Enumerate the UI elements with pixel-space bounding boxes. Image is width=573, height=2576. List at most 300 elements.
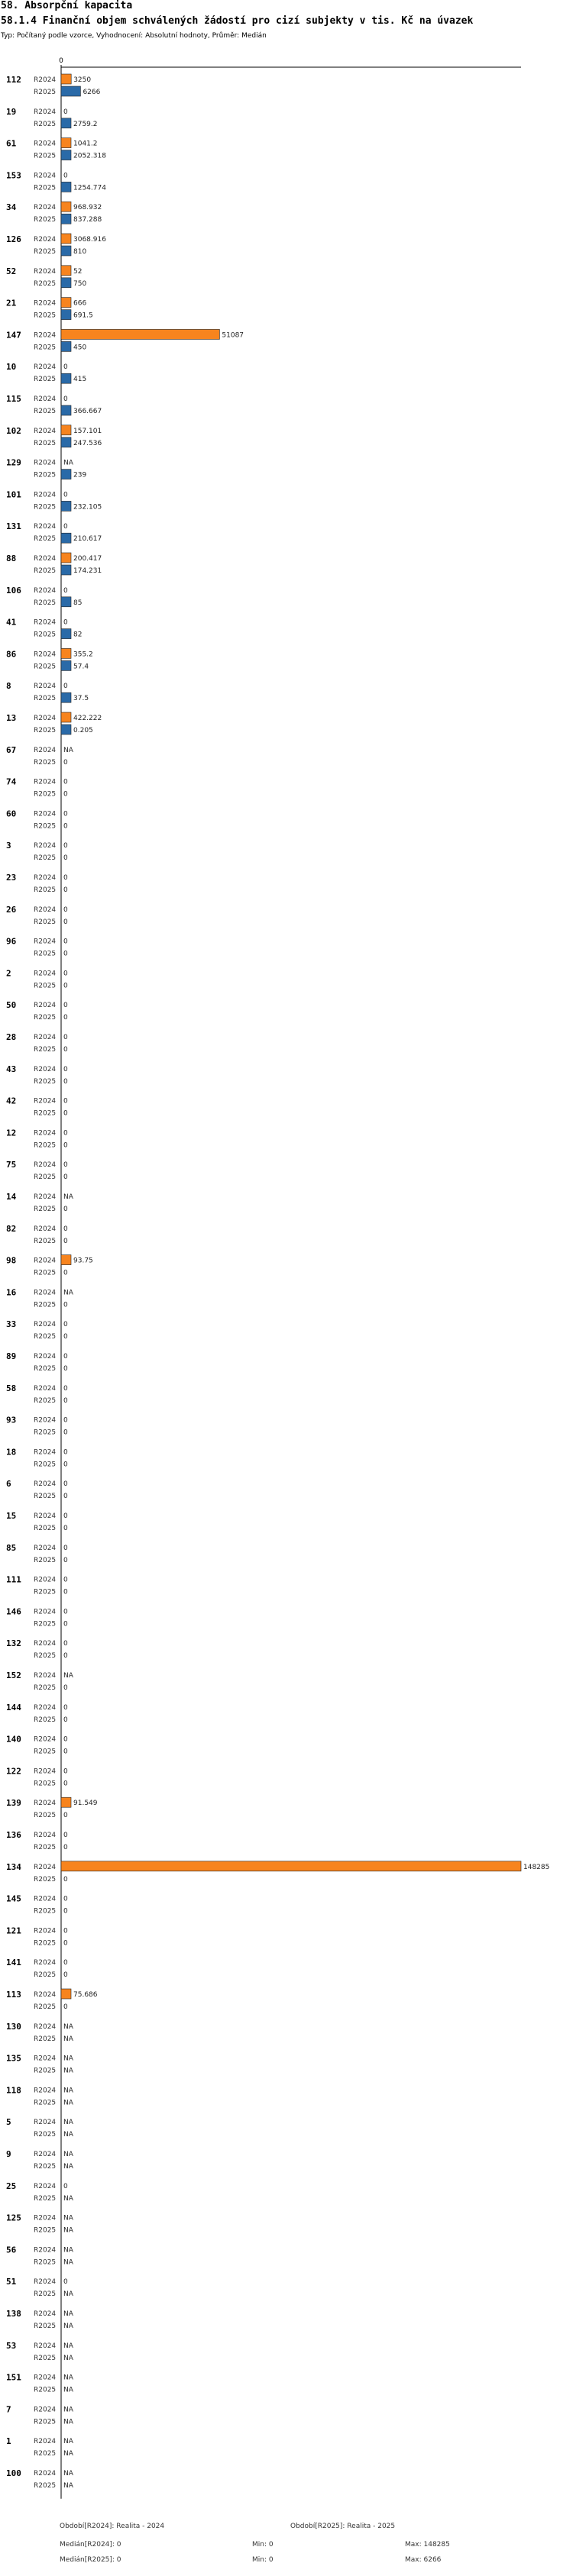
data-label: NA <box>63 2067 73 2075</box>
series-row-label: R2024 <box>34 683 57 691</box>
series-row-label: R2024 <box>34 1672 57 1680</box>
group-label: 145 <box>6 1893 21 1904</box>
series-row-label: R2025 <box>34 1237 57 1245</box>
series-row-label: R2025 <box>34 2035 57 2043</box>
series-row-label: R2024 <box>34 1512 57 1520</box>
footer-period-2024: Období[R2024]: Realita - 2024 <box>60 2523 165 2530</box>
data-label: 810 <box>73 248 87 256</box>
data-label: 232.105 <box>73 503 102 512</box>
series-row-label: R2024 <box>34 1927 57 1935</box>
series-row-label: R2025 <box>34 1269 57 1277</box>
group-label: 51 <box>6 2277 17 2287</box>
group-label: 135 <box>6 2053 21 2064</box>
data-label: 666 <box>73 299 87 308</box>
series-row-label: R2025 <box>34 1684 57 1692</box>
series-row-label: R2024 <box>34 2182 57 2190</box>
data-label: 3068.916 <box>73 236 106 244</box>
series-row-label: R2025 <box>34 152 57 160</box>
data-label: NA <box>63 2035 73 2043</box>
series-row-label: R2024 <box>34 1384 57 1393</box>
series-row-label: R2024 <box>34 363 57 372</box>
data-label: NA <box>63 2450 73 2458</box>
data-label: 0 <box>63 586 68 595</box>
data-label: 0 <box>63 1065 68 1073</box>
series-row-label: R2025 <box>34 1077 57 1086</box>
bar-r2024 <box>61 1797 71 1807</box>
data-label: NA <box>63 2406 73 2414</box>
series-row-label: R2025 <box>34 344 57 352</box>
series-row-label: R2024 <box>34 650 57 659</box>
series-row-label: R2024 <box>34 523 57 531</box>
data-label: NA <box>63 746 73 754</box>
data-label: 0 <box>63 1767 68 1776</box>
series-row-label: R2024 <box>34 778 57 786</box>
data-label: 0 <box>63 1428 68 1437</box>
bar-r2025 <box>61 150 71 160</box>
data-label: 0 <box>63 1640 68 1648</box>
group-label: 96 <box>6 936 17 947</box>
bar-r2024 <box>61 202 71 211</box>
group-label: 98 <box>6 1255 17 1266</box>
series-row-label: R2024 <box>34 1703 57 1712</box>
series-row-label: R2024 <box>34 76 57 84</box>
series-row-label: R2024 <box>34 395 57 403</box>
footer-median-2024: Medián[R2024]: 0 <box>60 2541 121 2549</box>
data-label: 0 <box>63 108 68 116</box>
data-label: 0 <box>63 1461 68 1469</box>
bar-r2025 <box>61 692 71 702</box>
series-row-label: R2024 <box>34 842 57 851</box>
bar-r2024 <box>61 1989 71 1999</box>
bar-r2024 <box>61 74 71 84</box>
group-label: 151 <box>6 2372 21 2383</box>
data-label: 0 <box>63 1652 68 1661</box>
group-label: 146 <box>6 1606 21 1617</box>
data-label: 0 <box>63 1129 68 1138</box>
data-label: 0 <box>63 1812 68 1820</box>
series-row-label: R2024 <box>34 427 57 435</box>
series-row-label: R2024 <box>34 1608 57 1616</box>
series-row-label: R2024 <box>34 1895 57 1903</box>
series-row-label: R2025 <box>34 2003 57 2011</box>
data-label: 0 <box>63 1620 68 1629</box>
bar-r2025 <box>61 533 71 543</box>
series-row-label: R2025 <box>34 2290 57 2299</box>
bar-r2024 <box>61 553 71 563</box>
data-label: 0 <box>63 1716 68 1724</box>
series-row-label: R2024 <box>34 2310 57 2318</box>
series-row-label: R2025 <box>34 1780 57 1788</box>
data-label: NA <box>63 2151 73 2158</box>
group-label: 153 <box>6 170 21 181</box>
series-row-label: R2024 <box>34 2055 57 2063</box>
bar-r2025 <box>61 341 71 351</box>
group-label: 82 <box>6 1223 17 1234</box>
series-row-label: R2024 <box>34 1065 57 1073</box>
footer-median-2025: Medián[R2025]: 0 <box>60 2556 121 2564</box>
group-label: 18 <box>6 1447 17 1457</box>
group-label: 28 <box>6 1032 17 1042</box>
data-label: NA <box>63 2386 73 2394</box>
series-row-label: R2025 <box>34 854 57 863</box>
series-row-label: R2025 <box>34 918 57 926</box>
group-label: 6 <box>6 1479 11 1490</box>
data-label: 0 <box>63 982 68 990</box>
series-row-label: R2024 <box>34 2342 57 2350</box>
series-row-label: R2024 <box>34 905 57 914</box>
group-label: 139 <box>6 1798 21 1809</box>
series-row-label: R2024 <box>34 586 57 595</box>
data-label: 0 <box>63 790 68 799</box>
data-label: 0 <box>63 618 68 627</box>
series-row-label: R2025 <box>34 1173 57 1182</box>
data-label: 0 <box>63 758 68 767</box>
data-label: 0 <box>63 1588 68 1596</box>
data-label: NA <box>63 2482 73 2490</box>
footer-min-2: Min: 0 <box>252 2556 274 2564</box>
series-row-label: R2025 <box>34 216 57 224</box>
chart-section-title: 58. Absorpční kapacita <box>1 0 133 11</box>
series-row-label: R2025 <box>34 758 57 767</box>
group-label: 132 <box>6 1638 21 1649</box>
group-label: 112 <box>6 75 21 85</box>
series-row-label: R2025 <box>34 2323 57 2330</box>
series-row-label: R2024 <box>34 1640 57 1648</box>
data-label: NA <box>63 2310 73 2318</box>
data-label: NA <box>63 2354 73 2362</box>
group-label: 134 <box>6 1861 21 1872</box>
series-row-label: R2025 <box>34 1556 57 1564</box>
series-row-label: R2024 <box>34 204 57 212</box>
series-row-label: R2025 <box>34 2067 57 2075</box>
data-label: 0 <box>63 1014 68 1022</box>
data-label: 0 <box>63 1034 68 1041</box>
series-row-label: R2024 <box>34 1735 57 1744</box>
group-label: 33 <box>6 1319 17 1330</box>
series-row-label: R2024 <box>34 555 57 563</box>
series-row-label: R2024 <box>34 970 57 978</box>
series-row-label: R2025 <box>34 1493 57 1501</box>
data-label: NA <box>63 2214 73 2223</box>
bar-r2024 <box>61 712 71 722</box>
group-label: 67 <box>6 744 17 755</box>
series-row-label: R2025 <box>34 1939 57 1948</box>
data-label: 968.932 <box>73 204 102 212</box>
data-label: 91.549 <box>73 1800 98 1808</box>
bar-r2024 <box>61 1861 521 1871</box>
group-label: 60 <box>6 809 17 819</box>
x-tick-label: 0 <box>59 57 63 65</box>
data-label: 0 <box>63 1416 68 1425</box>
series-row-label: R2024 <box>34 1002 57 1010</box>
data-label: 0 <box>63 1875 68 1884</box>
bar-r2025 <box>61 214 71 224</box>
data-label: 0 <box>63 1832 68 1839</box>
bar-r2025 <box>61 597 71 607</box>
group-label: 42 <box>6 1096 17 1106</box>
series-row-label: R2024 <box>34 1034 57 1041</box>
group-label: 52 <box>6 266 17 276</box>
series-row-label: R2025 <box>34 279 57 288</box>
series-row-label: R2025 <box>34 439 57 447</box>
data-label: NA <box>63 2087 73 2095</box>
series-row-label: R2024 <box>34 1832 57 1839</box>
group-label: 130 <box>6 2021 21 2032</box>
bar-r2025 <box>61 405 71 415</box>
data-label: 0 <box>63 1002 68 1010</box>
series-row-label: R2025 <box>34 822 57 831</box>
group-label: 53 <box>6 2340 17 2351</box>
bar-r2025 <box>61 660 71 670</box>
group-label: 106 <box>6 585 21 596</box>
group-label: 85 <box>6 1542 17 1553</box>
series-row-label: R2025 <box>34 1620 57 1629</box>
series-row-label: R2025 <box>34 1333 57 1341</box>
data-label: 85 <box>73 599 83 607</box>
group-label: 88 <box>6 554 17 563</box>
series-row-label: R2025 <box>34 1971 57 1980</box>
series-row-label: R2024 <box>34 2119 57 2127</box>
data-label: 0 <box>63 918 68 926</box>
series-row-label: R2025 <box>34 1396 57 1405</box>
data-label: 0 <box>63 683 68 691</box>
group-label: 43 <box>6 1064 17 1074</box>
data-label: 0 <box>63 905 68 914</box>
series-row-label: R2024 <box>34 491 57 499</box>
data-label: 0 <box>63 1077 68 1086</box>
series-row-label: R2024 <box>34 2470 57 2478</box>
series-row-label: R2025 <box>34 248 57 256</box>
series-row-label: R2025 <box>34 2099 57 2107</box>
series-row-label: R2024 <box>34 2438 57 2446</box>
data-label: 0 <box>63 1512 68 1520</box>
data-label: 200.417 <box>73 555 102 563</box>
series-row-label: R2024 <box>34 1959 57 1968</box>
data-label: 0 <box>63 2182 68 2190</box>
data-label: 0 <box>63 1556 68 1564</box>
group-label: 10 <box>6 362 17 373</box>
bar-r2025 <box>61 182 71 192</box>
data-label: 837.288 <box>73 216 102 224</box>
series-row-label: R2025 <box>34 1812 57 1820</box>
data-label: 75.686 <box>73 1991 98 1999</box>
series-row-label: R2025 <box>34 184 57 192</box>
series-row-label: R2025 <box>34 663 57 671</box>
data-label: 0 <box>63 1608 68 1616</box>
data-label: 0 <box>63 1927 68 1935</box>
series-row-label: R2025 <box>34 503 57 512</box>
series-row-label: R2024 <box>34 2278 57 2287</box>
data-label: NA <box>63 2323 73 2330</box>
series-row-label: R2025 <box>34 535 57 544</box>
series-row-label: R2024 <box>34 715 57 722</box>
data-label: 93.75 <box>73 1257 93 1265</box>
data-label: NA <box>63 2342 73 2350</box>
series-row-label: R2025 <box>34 1525 57 1532</box>
chart-subtitle: Typ: Počítaný podle vzorce, Vyhodnocení: Absolutní hodnoty, Průměr: Medián <box>1 32 267 40</box>
series-row-label: R2024 <box>34 172 57 180</box>
bar-r2024 <box>61 138 71 148</box>
series-row-label: R2024 <box>34 1193 57 1201</box>
group-label: 34 <box>6 202 17 213</box>
group-label: 101 <box>6 489 21 500</box>
group-label: 61 <box>6 138 17 149</box>
bar-r2025 <box>61 501 71 511</box>
group-label: 152 <box>6 1671 21 1680</box>
series-row-label: R2025 <box>34 1046 57 1054</box>
bar-r2025 <box>61 373 71 383</box>
series-row-label: R2025 <box>34 2482 57 2490</box>
series-row-label: R2025 <box>34 471 57 479</box>
data-label: 0 <box>63 523 68 531</box>
data-label: 1041.2 <box>73 140 98 148</box>
group-label: 50 <box>6 1000 17 1011</box>
series-row-label: R2025 <box>34 1652 57 1661</box>
series-row-label: R2025 <box>34 599 57 607</box>
data-label: 0 <box>63 1365 68 1373</box>
data-label: 422.222 <box>73 715 102 722</box>
group-label: 75 <box>6 1160 17 1170</box>
data-label: 0 <box>63 1748 68 1756</box>
series-row-label: R2024 <box>34 618 57 627</box>
bar-r2024 <box>61 329 219 339</box>
series-row-label: R2024 <box>34 1576 57 1584</box>
data-label: 0 <box>63 1384 68 1393</box>
data-label: 0 <box>63 1576 68 1584</box>
data-label: 0 <box>63 1161 68 1170</box>
data-label: 0 <box>63 1735 68 1744</box>
group-label: 121 <box>6 1926 21 1936</box>
series-row-label: R2025 <box>34 2258 57 2267</box>
series-row-label: R2024 <box>34 1353 57 1361</box>
data-label: 366.667 <box>73 408 102 415</box>
data-label: 2052.318 <box>73 152 106 160</box>
group-label: 111 <box>6 1574 21 1585</box>
series-row-label: R2025 <box>34 790 57 799</box>
series-row-label: R2025 <box>34 1588 57 1596</box>
series-row-label: R2024 <box>34 2151 57 2158</box>
group-label: 89 <box>6 1351 17 1361</box>
group-label: 58 <box>6 1383 17 1393</box>
data-label: 0 <box>63 950 68 958</box>
group-label: 100 <box>6 2468 21 2478</box>
bar-r2024 <box>61 298 71 308</box>
series-row-label: R2024 <box>34 2022 57 2031</box>
data-label: 0 <box>63 854 68 863</box>
data-label: 174.231 <box>73 567 102 575</box>
footer-min-1: Min: 0 <box>252 2541 274 2549</box>
series-row-label: R2024 <box>34 108 57 116</box>
data-label: 0 <box>63 822 68 831</box>
series-row-label: R2025 <box>34 886 57 894</box>
group-label: 56 <box>6 2245 17 2255</box>
group-label: 19 <box>6 106 17 117</box>
footer-max-1: Max: 148285 <box>405 2541 450 2549</box>
data-label: 0 <box>63 2278 68 2287</box>
data-label: 0 <box>63 1141 68 1150</box>
footer-max-2: Max: 6266 <box>405 2556 442 2564</box>
series-row-label: R2025 <box>34 1748 57 1756</box>
series-row-label: R2025 <box>34 120 57 128</box>
series-row-label: R2024 <box>34 1161 57 1170</box>
data-label: 0 <box>63 1321 68 1329</box>
group-label: 147 <box>6 330 21 341</box>
series-row-label: R2024 <box>34 1416 57 1425</box>
data-label: 3250 <box>73 76 92 84</box>
series-row-label: R2024 <box>34 2374 57 2382</box>
group-label: 136 <box>6 1830 21 1840</box>
group-label: 26 <box>6 904 17 915</box>
bar-r2025 <box>61 310 71 320</box>
bar-r2025 <box>61 470 71 479</box>
bar-r2025 <box>61 86 80 96</box>
data-label: 450 <box>73 344 87 352</box>
data-label: 52 <box>73 267 83 276</box>
series-row-label: R2025 <box>34 376 57 384</box>
data-label: 0 <box>63 1333 68 1341</box>
data-label: 0 <box>63 1237 68 1245</box>
data-label: NA <box>63 459 73 467</box>
series-row-label: R2025 <box>34 2226 57 2235</box>
data-label: 0 <box>63 886 68 894</box>
group-label: 74 <box>6 776 17 787</box>
data-label: NA <box>63 2374 73 2382</box>
series-row-label: R2025 <box>34 631 57 639</box>
series-row-label: R2025 <box>34 2163 57 2171</box>
data-label: NA <box>63 2438 73 2446</box>
group-label: 118 <box>6 2085 21 2096</box>
series-row-label: R2025 <box>34 1206 57 1213</box>
series-row-label: R2024 <box>34 874 57 882</box>
group-label: 1 <box>6 2436 11 2447</box>
group-label: 12 <box>6 1128 17 1138</box>
data-label: 157.101 <box>73 427 102 435</box>
series-row-label: R2025 <box>34 1907 57 1916</box>
data-label: NA <box>63 2246 73 2255</box>
group-label: 122 <box>6 1766 21 1777</box>
series-row-label: R2025 <box>34 950 57 958</box>
data-label: 0 <box>63 1396 68 1405</box>
series-row-label: R2025 <box>34 2418 57 2426</box>
data-label: NA <box>63 1193 73 1201</box>
series-row-label: R2024 <box>34 1448 57 1457</box>
series-row-label: R2024 <box>34 2087 57 2095</box>
data-label: 0 <box>63 1895 68 1903</box>
group-label: 86 <box>6 649 17 660</box>
series-row-label: R2025 <box>34 2131 57 2139</box>
group-label: 13 <box>6 713 17 723</box>
bar-r2025 <box>61 437 71 447</box>
data-label: 0 <box>63 1525 68 1532</box>
data-label: 691.5 <box>73 312 93 320</box>
series-row-label: R2024 <box>34 1800 57 1808</box>
series-row-label: R2025 <box>34 2386 57 2394</box>
series-row-label: R2024 <box>34 236 57 244</box>
series-row-label: R2024 <box>34 746 57 754</box>
chart-title: 58.1.4 Finanční objem schválených žádostí pro cizí subjekty v tis. Kč na úvazek <box>1 15 474 27</box>
data-label: 0 <box>63 1703 68 1712</box>
series-row-label: R2025 <box>34 1461 57 1469</box>
group-label: 113 <box>6 1990 21 2000</box>
series-row-label: R2024 <box>34 2214 57 2223</box>
data-label: 1254.774 <box>73 184 106 192</box>
series-row-label: R2024 <box>34 1097 57 1106</box>
data-label: 0 <box>63 172 68 180</box>
data-label: NA <box>63 2131 73 2139</box>
data-label: 51087 <box>222 331 244 340</box>
series-row-label: R2025 <box>34 2450 57 2458</box>
data-label: 0 <box>63 1480 68 1489</box>
